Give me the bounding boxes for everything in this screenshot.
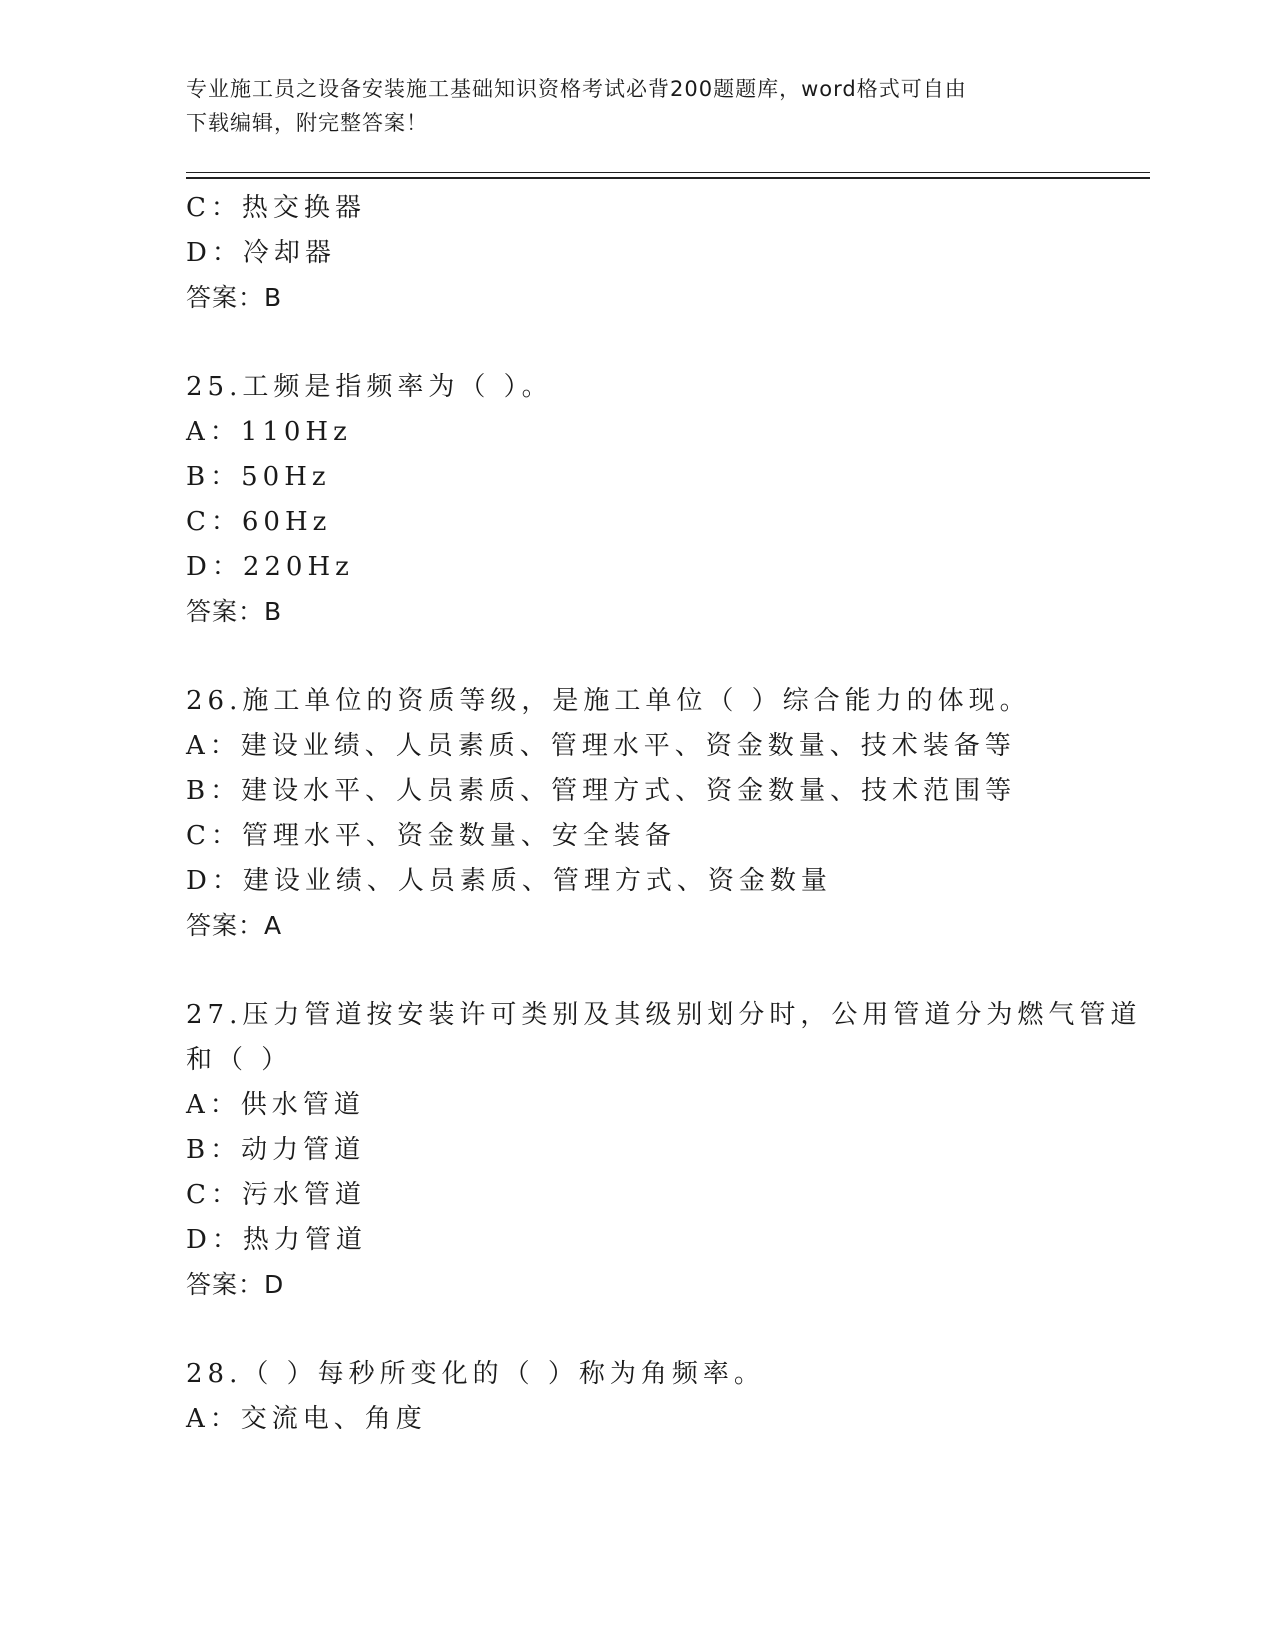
option-d: D：建设业绩、人员素质、管理方式、资金数量 — [186, 866, 832, 896]
header-rule-bottom — [186, 177, 1150, 179]
option-b: B：动力管道 — [186, 1135, 366, 1165]
option-a: A：110Hz — [186, 417, 352, 447]
question-stem-line-2: 和（ ） — [186, 1045, 293, 1075]
option-a: A：建设业绩、人员素质、管理水平、资金数量、技术装备等 — [186, 731, 1016, 761]
option-c: C：污水管道 — [186, 1180, 366, 1210]
option-a: A：供水管道 — [186, 1090, 365, 1120]
option-d: D：220Hz — [186, 552, 354, 582]
option-d: D：冷却器 — [186, 238, 336, 268]
option-a: A：交流电、角度 — [186, 1404, 427, 1434]
answer-line: 答案：B — [186, 597, 283, 626]
option-c: C：60Hz — [186, 507, 332, 537]
option-c: C：管理水平、资金数量、安全装备 — [186, 821, 676, 851]
answer-line: 答案：D — [186, 1270, 285, 1299]
header-line-2: 下载编辑，附完整答案！ — [186, 111, 428, 135]
header-rule-top — [186, 172, 1150, 173]
option-c: C：热交换器 — [186, 193, 366, 223]
question-stem-line-1: 27.压力管道按安装许可类别及其级别划分时，公用管道分为燃气管道 — [186, 1000, 1142, 1030]
answer-line: 答案：A — [186, 911, 283, 940]
answer-line: 答案：B — [186, 283, 283, 312]
question-stem: 28.（ ）每秒所变化的（ ）称为角频率。 — [186, 1359, 765, 1389]
option-b: B：建设水平、人员素质、管理方式、资金数量、技术范围等 — [186, 776, 1017, 806]
option-b: B：50Hz — [186, 462, 331, 492]
question-stem: 25.工频是指频率为（ ）。 — [186, 372, 553, 402]
header-line-1: 专业施工员之设备安装施工基础知识资格考试必背200题题库，word格式可自由 — [186, 77, 967, 101]
option-d: D：热力管道 — [186, 1225, 367, 1255]
page-header — [186, 72, 1086, 140]
question-stem: 26.施工单位的资质等级，是施工单位（ ）综合能力的体现。 — [186, 686, 1031, 716]
